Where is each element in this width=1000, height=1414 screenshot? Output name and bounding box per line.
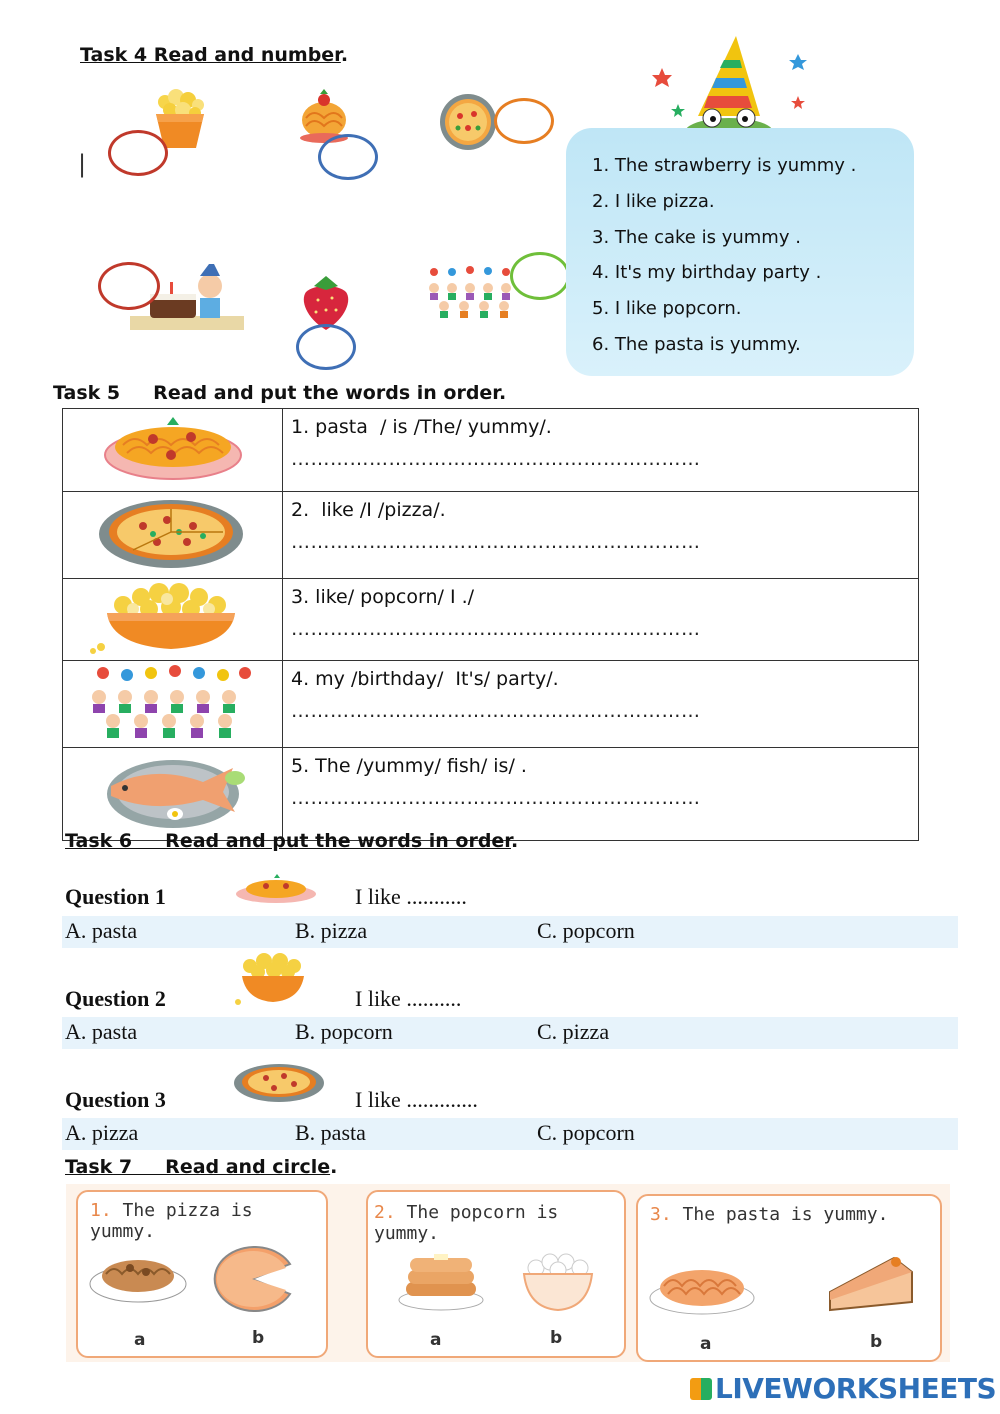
question-3-label: Question 3	[65, 1087, 166, 1112]
question-3-option-b[interactable]: B. pasta	[295, 1120, 366, 1145]
order-prompt-2: 2. like /I /pizza/.	[291, 499, 446, 521]
pasta-plate-cell	[63, 409, 283, 492]
question-1-pasta-image	[234, 874, 318, 904]
table-row	[63, 579, 919, 661]
card-3-pasta-image[interactable]	[646, 1250, 758, 1320]
answer-circle-popcorn[interactable]	[108, 130, 168, 176]
frog-party-hat-image	[648, 34, 818, 134]
question-1-option-c[interactable]: C. popcorn	[537, 918, 635, 943]
table-row	[63, 661, 919, 748]
card-1-label-a[interactable]: a	[134, 1330, 146, 1350]
pizza-image	[438, 92, 498, 152]
sentence-2: 2. I like pizza.	[592, 190, 715, 212]
card-1-label-b[interactable]: b	[252, 1328, 265, 1348]
sentence-5: 5. I like popcorn.	[592, 298, 742, 320]
card-3-title: 3. The pasta is yummy.	[650, 1204, 889, 1225]
card-1-pizza-image[interactable]	[206, 1246, 298, 1312]
fish-plate-image	[63, 748, 282, 836]
party-kids-image	[424, 266, 524, 320]
table-row	[63, 492, 919, 579]
order-prompt-5: 5. The /yummy/ fish/ is/ .	[291, 755, 527, 777]
task5-table	[62, 408, 919, 841]
order-item-3	[283, 579, 919, 661]
question-2-options	[62, 1017, 958, 1049]
circle-card-2	[366, 1190, 626, 1358]
card-3-label-b[interactable]: b	[870, 1332, 883, 1352]
sentence-6: 6. The pasta is yummy.	[592, 333, 801, 355]
card-2-label-a[interactable]: a	[430, 1330, 442, 1350]
order-prompt-4: 4. my /birthday/ It's/ party/.	[291, 668, 559, 690]
question-2-option-b[interactable]: B. popcorn	[295, 1019, 393, 1044]
task4-heading: Task 4 Read and number.	[80, 44, 349, 66]
answer-circle-strawberry[interactable]	[296, 324, 356, 370]
liveworksheets-logo-icon	[690, 1378, 712, 1400]
answer-circle-pizza[interactable]	[494, 98, 554, 144]
question-2-option-c[interactable]: C. pizza	[537, 1019, 610, 1044]
answer-circle-pasta[interactable]	[318, 134, 378, 180]
card-1-title: 1. The pizza is yummy.	[90, 1200, 253, 1242]
order-item-2	[283, 492, 919, 579]
pizza-cell	[63, 492, 283, 579]
strawberry-image	[296, 272, 356, 332]
task7-heading: Task 7 Read and circle.	[65, 1156, 338, 1178]
question-3-stem: I like .............	[355, 1087, 478, 1112]
card-3-label-a[interactable]: a	[700, 1334, 712, 1354]
question-1-option-a[interactable]: A. pasta	[65, 918, 138, 943]
sentence-3: 3. The cake is yummy .	[592, 226, 801, 248]
sentences-list	[592, 148, 856, 363]
popcorn-bowl-image	[63, 579, 282, 656]
order-item-1	[283, 409, 919, 492]
order-prompt-3: 3. like/ popcorn/ I ./	[291, 586, 475, 608]
question-1-option-b[interactable]: B. pizza	[295, 918, 368, 943]
order-prompt-1: 1. pasta / is /The/ yummy/.	[291, 416, 552, 438]
table-row	[63, 409, 919, 492]
card-3-cake-slice-image[interactable]	[824, 1250, 920, 1316]
question-1-label: Question 1	[65, 884, 166, 909]
question-2-stem: I like ..........	[355, 986, 462, 1011]
sentence-4: 4. It's my birthday party .	[592, 262, 822, 284]
birthday-party-cell	[63, 661, 283, 748]
question-1-options	[62, 916, 958, 948]
question-3-pizza-image	[232, 1062, 326, 1104]
question-2-popcorn-image	[232, 952, 314, 1008]
circle-card-1	[76, 1190, 328, 1358]
card-1-spaghetti-image[interactable]	[86, 1242, 190, 1308]
question-3-option-a[interactable]: A. pizza	[65, 1120, 139, 1145]
text-cursor: |	[78, 150, 87, 178]
answer-circle-cake[interactable]	[98, 262, 160, 310]
order-item-4	[283, 661, 919, 748]
answer-blank-2[interactable]: ………………………………………………………	[291, 531, 701, 553]
popcorn-cell	[63, 579, 283, 661]
question-2-option-a[interactable]: A. pasta	[65, 1019, 138, 1044]
fish-cell	[63, 748, 283, 841]
task6-heading: Task 6 Read and put the words in order.	[65, 830, 519, 852]
answer-circle-party[interactable]	[510, 252, 570, 300]
liveworksheets-logo: LIVEWORKSHEETS	[690, 1372, 996, 1405]
table-row	[63, 748, 919, 841]
answer-blank-3[interactable]: ………………………………………………………	[291, 618, 701, 640]
question-1-stem: I like ...........	[355, 884, 467, 909]
answer-blank-4[interactable]: ………………………………………………………	[291, 700, 701, 722]
question-3-options	[62, 1118, 958, 1150]
card-2-title: 2. The popcorn is yummy.	[374, 1202, 559, 1244]
task5-heading: Task 5 Read and put the words in order.	[53, 382, 507, 404]
question-2-label: Question 2	[65, 986, 166, 1011]
birthday-party-image	[63, 661, 282, 743]
card-2-popcorn-bowl-image[interactable]	[516, 1246, 600, 1314]
answer-blank-1[interactable]: ………………………………………………………	[291, 448, 701, 470]
sentence-1: 1. The strawberry is yummy .	[592, 155, 857, 176]
order-item-5	[283, 748, 919, 841]
card-2-pancakes-image[interactable]	[396, 1248, 486, 1314]
circle-card-3	[636, 1194, 942, 1362]
pizza-plate-image	[63, 492, 282, 574]
card-2-label-b[interactable]: b	[550, 1328, 563, 1348]
question-3-option-c[interactable]: C. popcorn	[537, 1120, 635, 1145]
sentences-bubble	[566, 128, 914, 376]
pasta-plate-image	[63, 409, 282, 487]
answer-blank-5[interactable]: ………………………………………………………	[291, 787, 701, 809]
